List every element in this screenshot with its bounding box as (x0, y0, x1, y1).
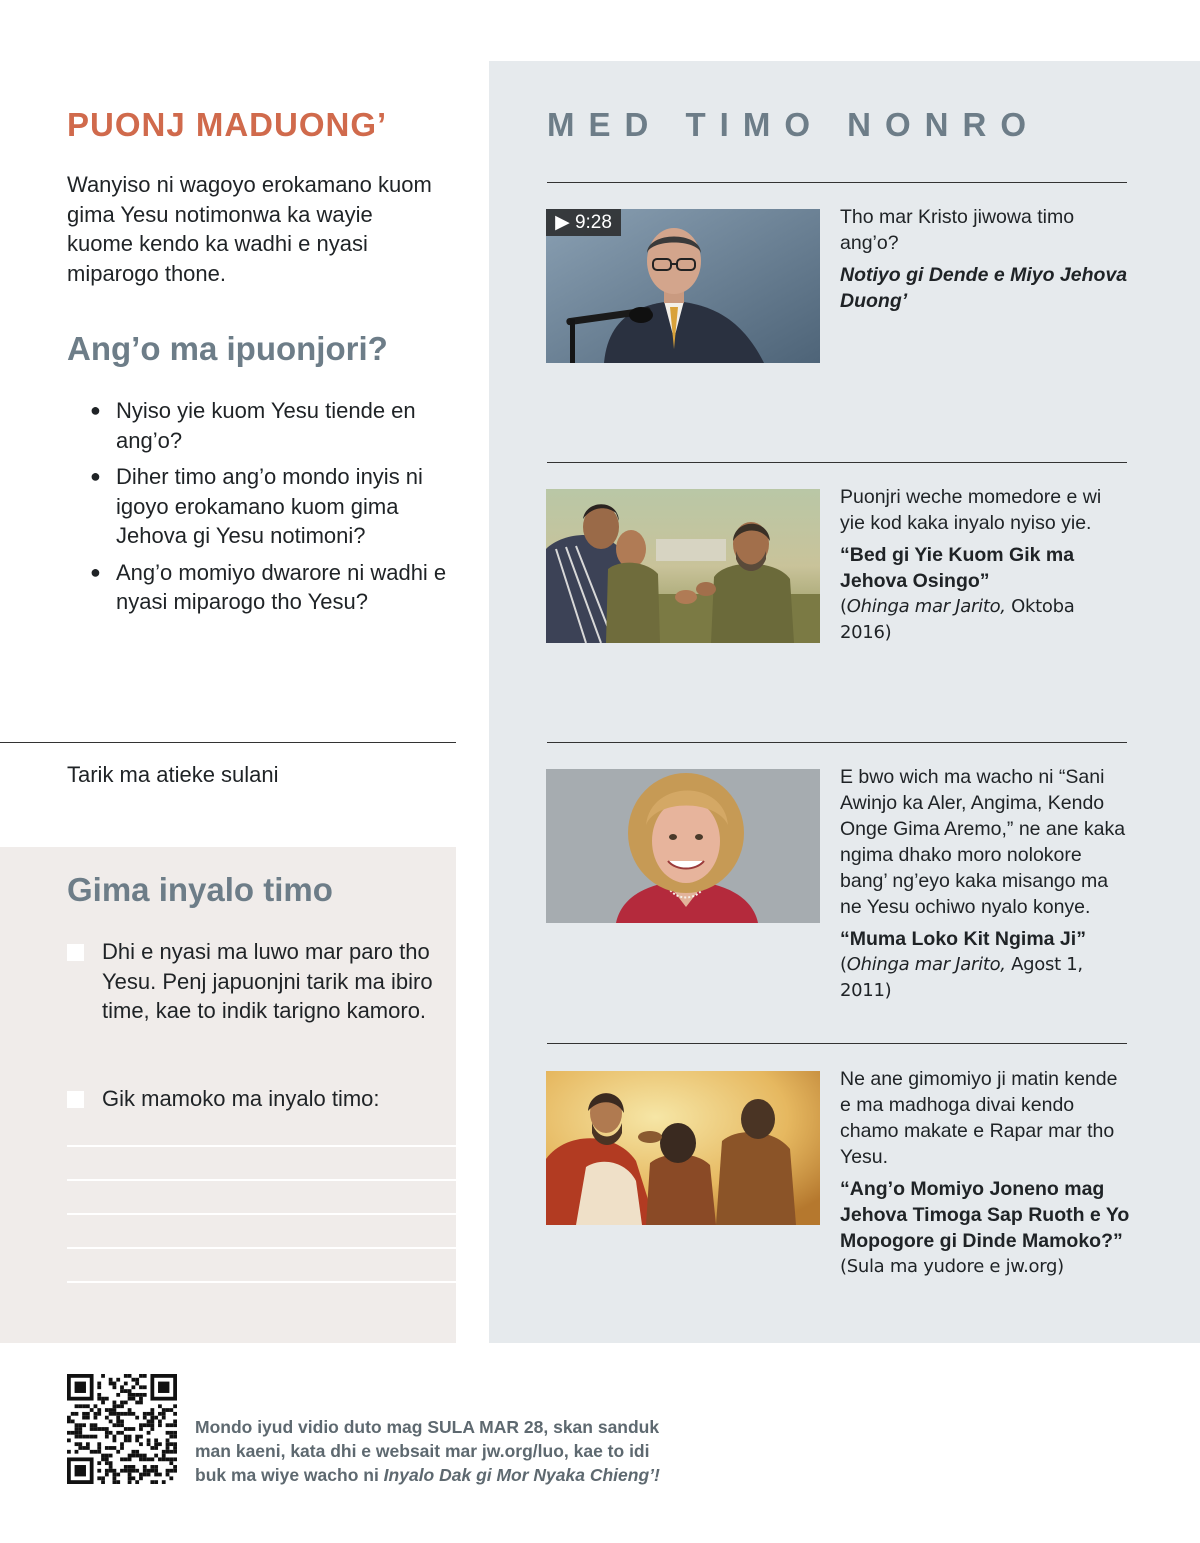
lesson-title: PUONJ MADUONG’ (67, 106, 388, 143)
painting-supper-image (546, 1071, 820, 1225)
qr-code-icon[interactable] (67, 1374, 177, 1484)
topic-date-label: Tarik ma atieke sulani (67, 762, 279, 787)
bullet-icon: ● (90, 561, 101, 582)
woman-photo-image (546, 769, 820, 923)
card-title-link[interactable]: “Ang’o Momiyo Joneno mag Jehova Timoga Sap Ruoth e Yo Mopogore gi Dinde Mamoko?” (840, 1178, 1130, 1252)
video-duration-badge: ▶ 9:28 (546, 209, 621, 236)
question-item: ● Diher timo ang’o mondo inyis ni igoyo erokamano kuom gima Jehova gi Yesu notimoni? (90, 464, 423, 548)
divider (547, 462, 1127, 463)
checklist-item: Gik mamoko ma inyalo timo: (67, 1084, 437, 1114)
video-thumbnail[interactable] (546, 769, 820, 923)
write-line (67, 1247, 456, 1249)
article-thumbnail[interactable] (546, 489, 820, 643)
card-source: (Ohinga mar Jarito, Agost 1, 2011) (840, 954, 1083, 1001)
study-card-text (840, 1066, 1130, 1280)
divider (0, 742, 456, 743)
card-description: E bwo wich ma wacho ni “Sani Awinjo ka Aler, Angima, Kendo Onge Gima Aremo,” ne ane kaka ngima dhako moro nolokore bang’ ng’eyo kaka misango ma ne Yesu ochiwo nyalo konye. (840, 766, 1126, 918)
divider (547, 182, 1127, 183)
card-source: (Sula ma yudore e jw.org) (840, 1256, 1064, 1277)
card-description: Puonjri weche momedore e wi yie kod kaka inyalo nyiso yie. (840, 486, 1102, 534)
write-line (67, 1179, 456, 1181)
divider (547, 1043, 1127, 1044)
write-line (67, 1145, 456, 1147)
study-card-text (840, 764, 1130, 1004)
further-study-heading: MED TIMO NONRO (547, 106, 1040, 143)
painting-men-image (546, 489, 820, 643)
question-item: ● Nyiso yie kuom Yesu tiende en ang’o? (90, 398, 416, 453)
card-source: (Ohinga mar Jarito, Oktoba 2016) (840, 596, 1075, 643)
article-thumbnail[interactable] (546, 1071, 820, 1225)
review-heading: Gima inyalo timo (67, 871, 333, 908)
write-line (67, 1213, 456, 1215)
lesson-intro: Wanyiso ni wagoyo erokamano kuom gima Yesu notimonwa ka wayie kuome kendo ka wadhi e nyasi miparogo thone. (67, 172, 432, 286)
card-description: Ne ane gimomiyo ji matin kende e ma madhoga divai kendo chamo makate e Rapar mar tho Yesu. (840, 1068, 1118, 1168)
study-card-text (840, 484, 1130, 646)
question-item: ● Ang’o momiyo dwarore ni wadhi e nyasi miparogo tho Yesu? (90, 559, 447, 614)
study-card-text (840, 204, 1130, 314)
write-line (67, 1281, 456, 1283)
checkbox[interactable] (67, 1091, 84, 1108)
checklist-item: Dhi e nyasi ma luwo mar paro tho Yesu. Penj japuonjni tarik ma ibiro time, kae to indik tarigno kamoro. (67, 937, 437, 1026)
footer-note: Mondo iyud vidio duto mag SULA MAR 28, skan sanduk man kaeni, kata dhi e websait mar jw.org/luo, kae to idi buk ma wiye wacho ni Inyalo Dak gi Mor Nyaka Chieng’! (195, 1417, 660, 1485)
video-thumbnail[interactable] (546, 209, 820, 363)
questions-heading: Ang’o ma ipuonjori? (67, 330, 388, 367)
checkbox[interactable] (67, 944, 84, 961)
question-list (90, 396, 460, 624)
card-title-link[interactable]: Notiyo gi Dende e Miyo Jehova Duong’ (840, 264, 1128, 312)
bullet-icon: ● (90, 400, 101, 420)
card-title-link[interactable]: “Bed gi Yie Kuom Gik ma Jehova Osingo” (840, 544, 1075, 592)
bullet-icon: ● (90, 466, 101, 486)
qr-code-image (67, 1374, 177, 1484)
card-description: Tho mar Kristo jiwowa timo ang’o? (840, 206, 1075, 254)
divider (547, 742, 1127, 743)
card-title-link[interactable]: “Muma Loko Kit Ngima Ji” (840, 928, 1086, 950)
